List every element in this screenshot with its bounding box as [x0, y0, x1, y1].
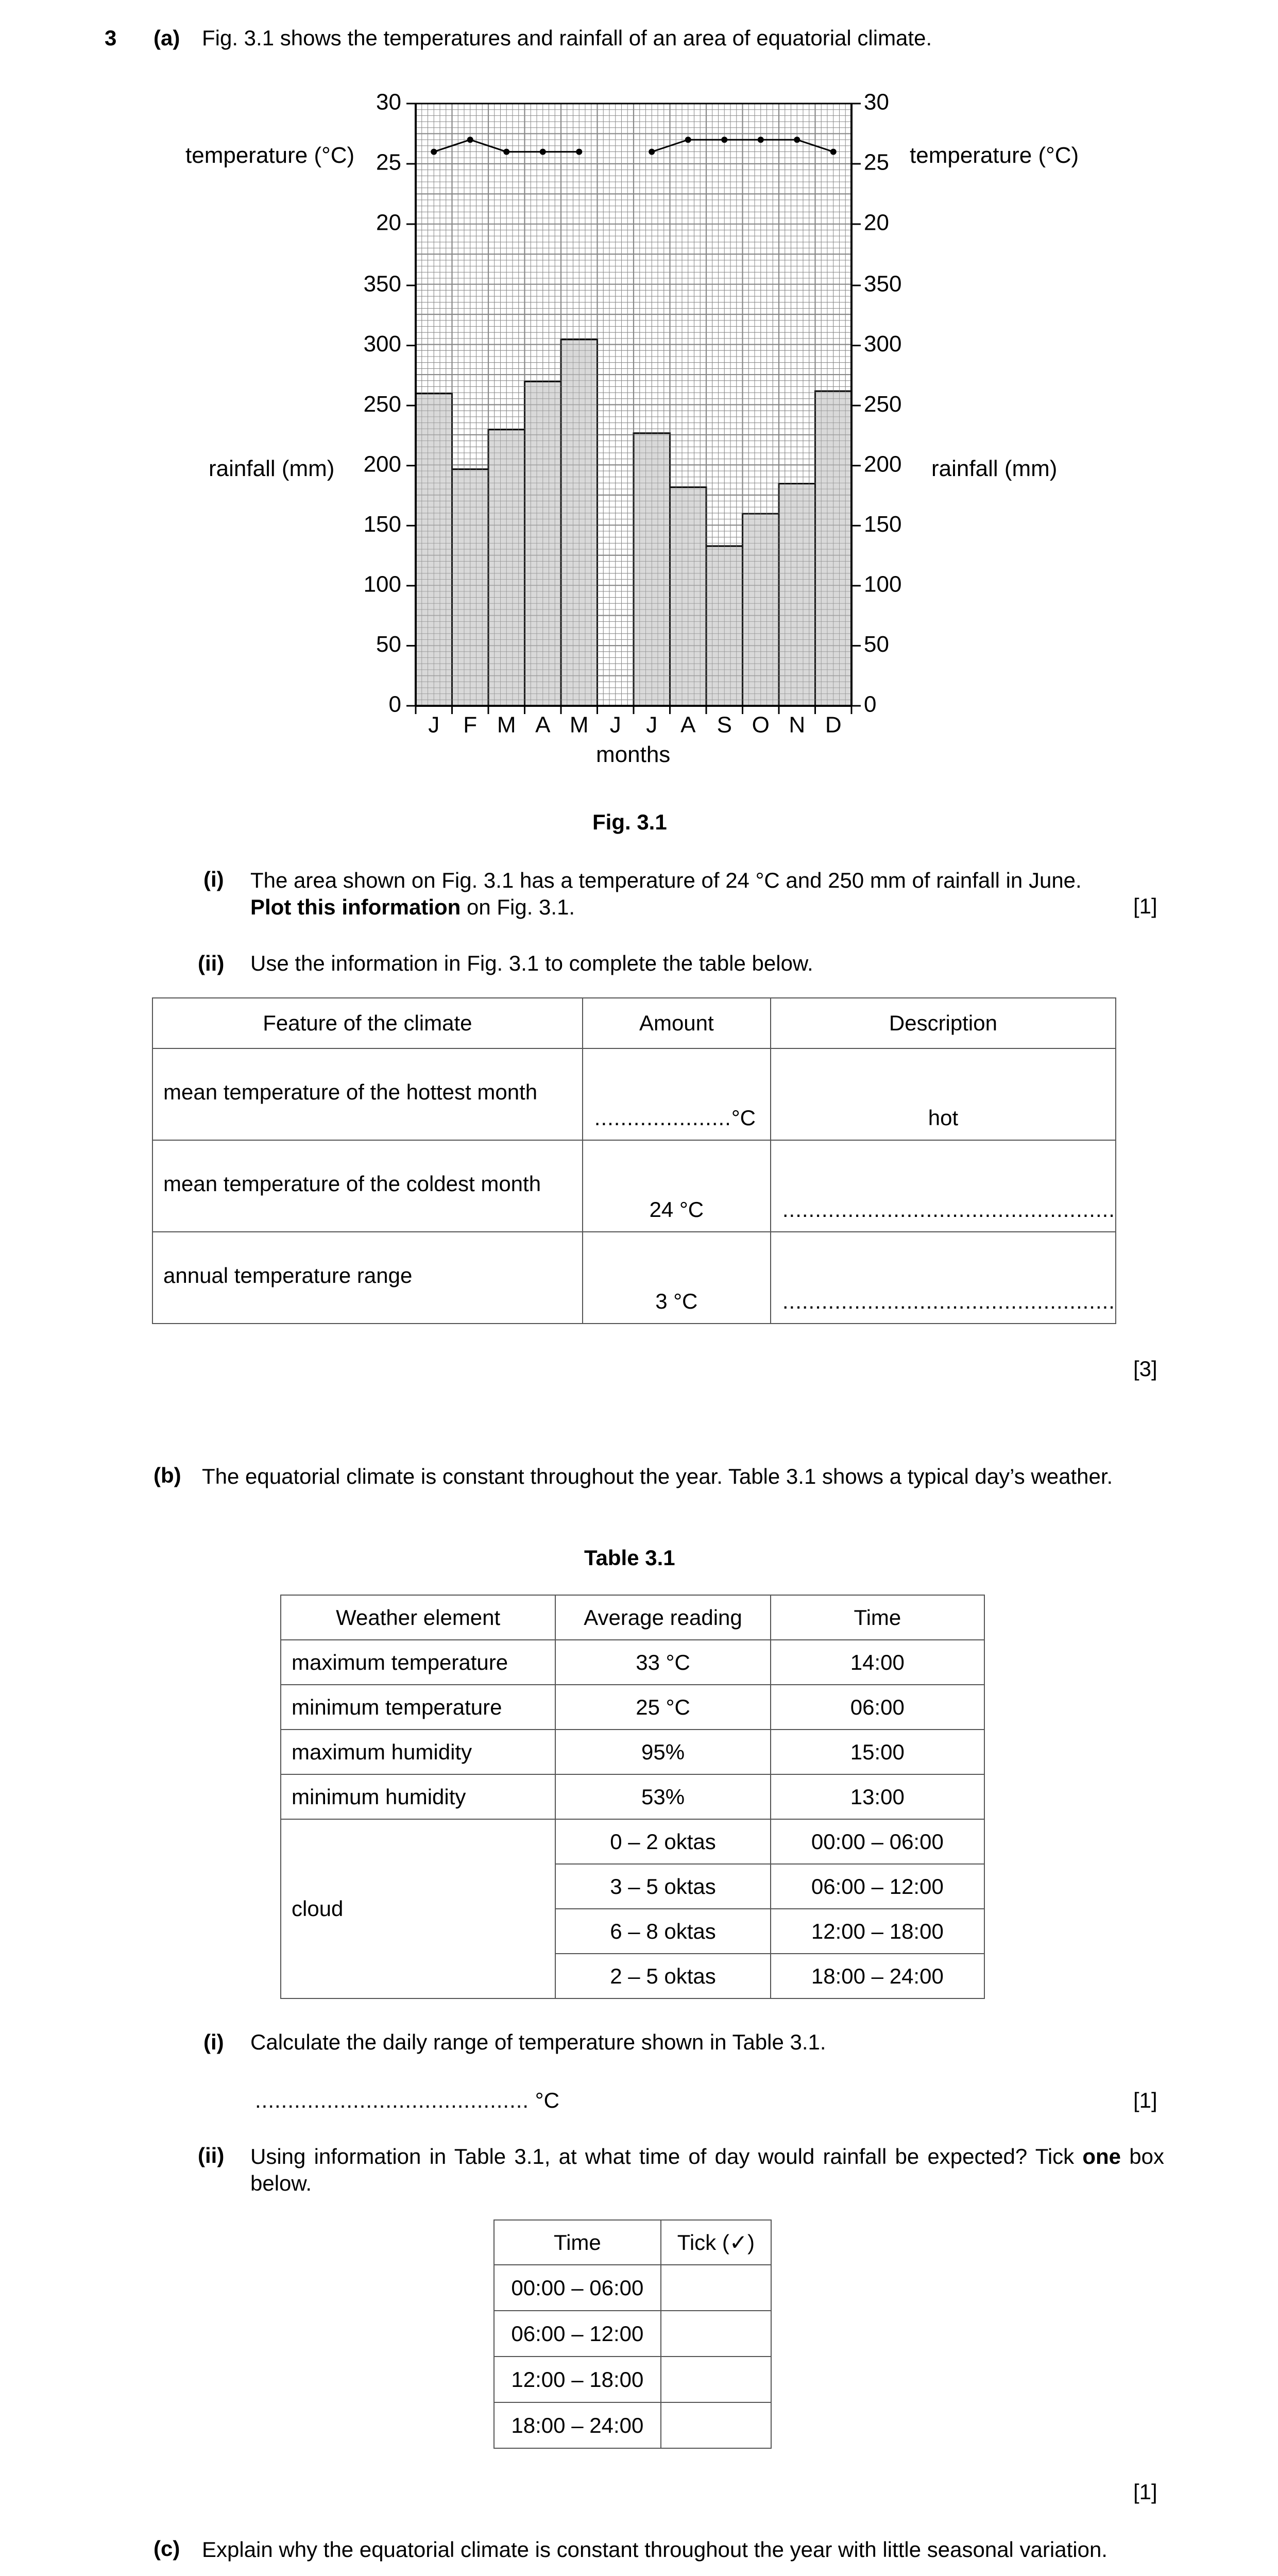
col-header-amount: Amount: [583, 998, 771, 1048]
rainfall-tick-label: 150: [864, 511, 902, 537]
table-row: [281, 1730, 984, 1774]
reading-cell: 2 – 5 oktas: [555, 1954, 770, 1998]
temperature-axis-label-left: temperature (°C): [185, 143, 355, 168]
time-cell: 06:00 – 12:00: [771, 1864, 984, 1909]
amount-cell: 24 °C: [583, 1140, 771, 1232]
rainfall-axis-label-left: rainfall (mm): [209, 456, 335, 481]
rainfall-tick-label: 100: [864, 571, 902, 597]
answer-dots: ..........................................: [255, 2088, 530, 2112]
b-sub-ii-label: (ii): [198, 2143, 225, 2167]
unit: °C: [535, 2088, 559, 2112]
rainfall-tick-label: 50: [864, 632, 889, 657]
reading-cell: 53%: [555, 1774, 770, 1819]
table-row: [281, 1819, 984, 1864]
rainfall-tick-label: 250: [363, 391, 401, 417]
part-a-label: (a): [154, 26, 180, 50]
month-tick-label: D: [825, 712, 842, 738]
table-row: [281, 1685, 984, 1730]
feature-cell: annual temperature range: [152, 1232, 583, 1324]
sub-ii-label: (ii): [198, 951, 225, 975]
rainfall-tick-label: 0: [864, 691, 877, 717]
rainfall-tick-label: 150: [363, 511, 401, 537]
table-row: [281, 1774, 984, 1819]
amount-cell: 3 °C: [583, 1232, 771, 1324]
part-a-intro: Fig. 3.1 shows the temperatures and rainfall of an area of equatorial climate.: [202, 26, 932, 50]
time-cell: 00:00 – 06:00: [494, 2265, 661, 2311]
text-after: box below.: [250, 2144, 1164, 2195]
temperature-tick-label: 25: [376, 149, 401, 175]
reading-cell: 33 °C: [555, 1640, 770, 1685]
b-sub-ii-text: [250, 2143, 1164, 2197]
answer-dots: ...................................................: [782, 1197, 1115, 1222]
table-row: [494, 2311, 771, 2357]
month-tick-label: S: [717, 712, 732, 738]
rainfall-tick-label: 0: [388, 691, 401, 717]
reading-cell: 3 – 5 oktas: [555, 1864, 770, 1909]
table-row: [494, 2357, 771, 2402]
temperature-tick-label: 30: [376, 89, 401, 115]
rainfall-tick-label: 300: [864, 331, 902, 357]
part-c-label: (c): [154, 2536, 180, 2561]
col-header-time: Time: [771, 1595, 984, 1640]
time-cell: 13:00: [771, 1774, 984, 1819]
col-header-feature: Feature of the climate: [152, 998, 583, 1048]
tick-table: [493, 2219, 772, 2449]
rainfall-bars: [416, 285, 851, 706]
col-header-element: Weather element: [281, 1595, 555, 1640]
time-cell: 12:00 – 18:00: [494, 2357, 661, 2402]
b-sub-i-marks: [1]: [1133, 2088, 1157, 2112]
month-tick-label: A: [535, 712, 551, 738]
description-cell: hot: [771, 1048, 1116, 1140]
rainfall-tick-label: 350: [363, 271, 401, 297]
element-cell: maximum temperature: [281, 1640, 555, 1685]
month-tick-label: M: [497, 712, 516, 738]
b-sub-ii-marks: [1]: [1133, 2480, 1157, 2504]
part-c-text: Explain why the equatorial climate is constant throughout the year with little seasonal variation.: [202, 2537, 1107, 2562]
month-tick-label: J: [609, 712, 621, 738]
col-header-reading: Average reading: [555, 1595, 770, 1640]
climate-features-table: [152, 997, 1116, 1324]
sub-i-line2: [250, 894, 1164, 921]
month-tick-label: A: [680, 712, 696, 738]
element-cell: minimum humidity: [281, 1774, 555, 1819]
reading-cell: 95%: [555, 1730, 770, 1774]
reading-cell: 25 °C: [555, 1685, 770, 1730]
unit: °C: [731, 1106, 756, 1130]
rainfall-axis-label-right: rainfall (mm): [931, 456, 1058, 481]
sub-i-line1: The area shown on Fig. 3.1 has a temperature of 24 °C and 250 mm of rainfall in June.: [250, 868, 1082, 892]
plot-instruction: Plot this information: [250, 895, 461, 919]
reading-cell: 6 – 8 oktas: [555, 1909, 770, 1954]
rainfall-tick-label: 100: [363, 571, 401, 597]
time-cell: 12:00 – 18:00: [771, 1909, 984, 1954]
rainfall-tick-label: 50: [376, 632, 401, 657]
table-row: [494, 2402, 771, 2448]
b-sub-i-text: Calculate the daily range of temperature shown in Table 3.1.: [250, 2030, 826, 2054]
feature-cell: mean temperature of the hottest month: [152, 1048, 583, 1140]
feature-cell: mean temperature of the coldest month: [152, 1140, 583, 1232]
coldest-description-answer[interactable]: [771, 1140, 1116, 1232]
temperature-tick-label: 20: [376, 210, 401, 235]
sub-ii-text: Use the information in Fig. 3.1 to complete the table below.: [250, 951, 813, 975]
time-cell: 18:00 – 24:00: [494, 2402, 661, 2448]
tick-box[interactable]: [661, 2265, 771, 2311]
table-row: [494, 2265, 771, 2311]
reading-cell: 0 – 2 oktas: [555, 1819, 770, 1864]
part-a-marks: [3]: [1133, 1357, 1157, 1381]
tick-box[interactable]: [661, 2402, 771, 2448]
cloud-element-cell: cloud: [281, 1819, 555, 1998]
weather-table: [280, 1595, 985, 1999]
table-row: [281, 1640, 984, 1685]
range-description-answer[interactable]: [771, 1232, 1116, 1324]
text-bold: one: [1082, 2144, 1121, 2168]
daily-range-answer[interactable]: [255, 2088, 559, 2113]
rainfall-tick-label: 300: [363, 331, 401, 357]
col-header-time: Time: [494, 2220, 661, 2265]
sub-i-label: (i): [203, 867, 224, 891]
month-tick-label: M: [569, 712, 589, 738]
temperature-tick-label: 20: [864, 210, 889, 235]
tick-box[interactable]: [661, 2311, 771, 2357]
temperature-tick-label: 30: [864, 89, 889, 115]
month-tick-label: N: [789, 712, 806, 738]
element-cell: maximum humidity: [281, 1730, 555, 1774]
hottest-amount-answer[interactable]: [583, 1048, 771, 1140]
figure-caption: Fig. 3.1: [592, 810, 667, 834]
table-row: [152, 1232, 1116, 1324]
climate-chart: [0, 0, 1278, 804]
rainfall-tick-label: 350: [864, 271, 902, 297]
month-tick-label: J: [646, 712, 658, 738]
element-cell: minimum temperature: [281, 1685, 555, 1730]
table-3-1-title: Table 3.1: [584, 1546, 675, 1570]
b-sub-i-label: (i): [203, 2030, 224, 2054]
rainfall-tick-label: 250: [864, 391, 902, 417]
rainfall-tick-label: 200: [864, 451, 902, 477]
table-row: [152, 1048, 1116, 1140]
time-cell: 18:00 – 24:00: [771, 1954, 984, 1998]
plot-instruction-rest: on Fig. 3.1.: [461, 895, 575, 919]
col-header-description: Description: [771, 998, 1116, 1048]
table-row: [152, 1140, 1116, 1232]
part-b-text: The equatorial climate is constant throughout the year. Table 3.1 shows a typical day’s weather.: [202, 1464, 1113, 1488]
text-before: Using information in Table 3.1, at what time of day would rainfall be expected? Tick: [250, 2144, 1083, 2168]
time-cell: 15:00: [771, 1730, 984, 1774]
sub-i-text: [250, 867, 1164, 921]
question-number: 3: [105, 26, 117, 50]
month-tick-label: J: [428, 712, 440, 738]
time-cell: 06:00 – 12:00: [494, 2311, 661, 2357]
time-cell: 00:00 – 06:00: [771, 1819, 984, 1864]
time-cell: 06:00: [771, 1685, 984, 1730]
sub-i-marks: [1]: [1133, 894, 1157, 918]
tick-box[interactable]: [661, 2357, 771, 2402]
time-cell: 14:00: [771, 1640, 984, 1685]
temperature-tick-label: 25: [864, 149, 889, 175]
month-tick-label: F: [463, 712, 478, 738]
answer-dots: ...................................................: [782, 1289, 1115, 1313]
x-axis-label: months: [596, 742, 671, 767]
col-header-tick: Tick (✓): [661, 2220, 771, 2265]
month-tick-label: O: [752, 712, 770, 738]
temperature-axis-label-right: temperature (°C): [910, 143, 1079, 168]
rainfall-tick-label: 200: [363, 451, 401, 477]
answer-dots: .....................: [594, 1106, 731, 1130]
part-b-label: (b): [154, 1463, 181, 1487]
